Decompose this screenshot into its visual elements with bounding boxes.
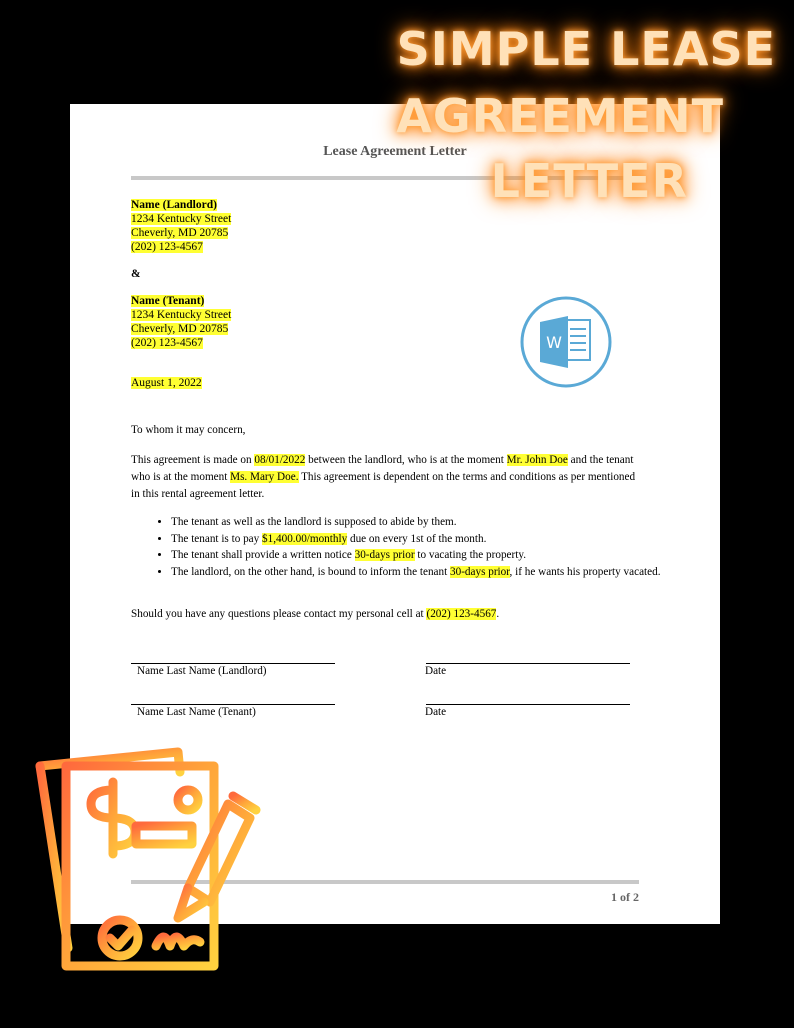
contract-signature-icon bbox=[28, 738, 268, 978]
contact-paragraph bbox=[131, 606, 641, 623]
tenant-signature-label: Name Last Name (Tenant) bbox=[137, 706, 256, 718]
term-text: to vacating the property. bbox=[414, 549, 526, 561]
list-item bbox=[171, 564, 681, 581]
promo-heading bbox=[396, 0, 776, 240]
rent-amount: $1,400.00/monthly bbox=[262, 532, 348, 545]
contact-text: Should you have any questions please contact my personal cell at bbox=[131, 608, 427, 620]
landlord-street: 1234 Kentucky Street bbox=[131, 213, 232, 225]
svg-text:W: W bbox=[546, 333, 562, 352]
list-item bbox=[171, 547, 681, 564]
para-text-2: between the landlord, who is at the moment bbox=[305, 454, 507, 466]
contact-text-end: . bbox=[496, 608, 500, 620]
list-item bbox=[171, 531, 681, 548]
landlord-signature-line bbox=[131, 663, 335, 664]
landlord-signature-label: Name Last Name (Landlord) bbox=[137, 665, 267, 677]
landlord-date-line bbox=[426, 663, 630, 664]
landlord-address-block bbox=[131, 198, 231, 254]
heading-line-2: AGREEMENT bbox=[396, 89, 724, 143]
heading-line-1: SIMPLE LEASE bbox=[396, 22, 776, 76]
landlord-name: Name (Landlord) bbox=[131, 199, 217, 211]
para-text-3: and the tenant who is at the moment bbox=[131, 454, 634, 483]
document-title: Lease Agreement Letter bbox=[323, 144, 467, 159]
heading-line-3: LETTER bbox=[490, 154, 688, 208]
term-text: , if he wants his property vacated. bbox=[509, 565, 661, 578]
letter-date: August 1, 2022 bbox=[131, 377, 202, 389]
agreement-date: 08/01/2022 bbox=[254, 454, 306, 466]
list-item bbox=[171, 514, 681, 531]
term-text: due on every 1st of the month. bbox=[347, 532, 487, 545]
landlord-phone: (202) 123-4567 bbox=[131, 241, 203, 253]
tenant-city: Cheverly, MD 20785 bbox=[131, 323, 229, 335]
contact-phone: (202) 123-4567 bbox=[426, 608, 497, 620]
word-document-icon bbox=[520, 296, 612, 388]
notice-period: 30-days prior bbox=[450, 565, 510, 578]
tenant-date-line bbox=[426, 704, 630, 705]
tenant-address-block bbox=[131, 294, 231, 350]
landlord-date-label: Date bbox=[425, 665, 447, 677]
notice-period: 30-days prior bbox=[354, 549, 415, 561]
agreement-paragraph bbox=[131, 452, 641, 503]
tenant-fullname: Ms. Mary Doe. bbox=[230, 471, 299, 483]
para-text-4: This agreement is dependent on the terms and conditions as per mentioned in this rental agreement letter. bbox=[131, 471, 636, 500]
para-text-1: This agreement is made on bbox=[131, 454, 255, 466]
term-text: The landlord, on the other hand, is bound to inform the tenant bbox=[171, 565, 451, 578]
tenant-street: 1234 Kentucky Street bbox=[131, 309, 232, 321]
tenant-name: Name (Tenant) bbox=[131, 295, 205, 307]
salutation: To whom it may concern, bbox=[131, 424, 246, 436]
landlord-city: Cheverly, MD 20785 bbox=[131, 227, 229, 239]
letter-date-wrapper bbox=[131, 376, 202, 390]
tenant-date-label: Date bbox=[425, 706, 447, 718]
tenant-phone: (202) 123-4567 bbox=[131, 337, 203, 349]
tenant-signature-line bbox=[131, 704, 335, 705]
page-number: 1 of 2 bbox=[611, 890, 639, 904]
term-text: The tenant shall provide a written notice bbox=[171, 549, 355, 561]
ampersand: & bbox=[131, 268, 141, 280]
landlord-fullname: Mr. John Doe bbox=[506, 454, 568, 466]
term-text: The tenant is to pay bbox=[171, 532, 263, 545]
terms-list bbox=[131, 514, 681, 580]
term-text: The tenant as well as the landlord is supposed to abide by them. bbox=[171, 516, 457, 528]
